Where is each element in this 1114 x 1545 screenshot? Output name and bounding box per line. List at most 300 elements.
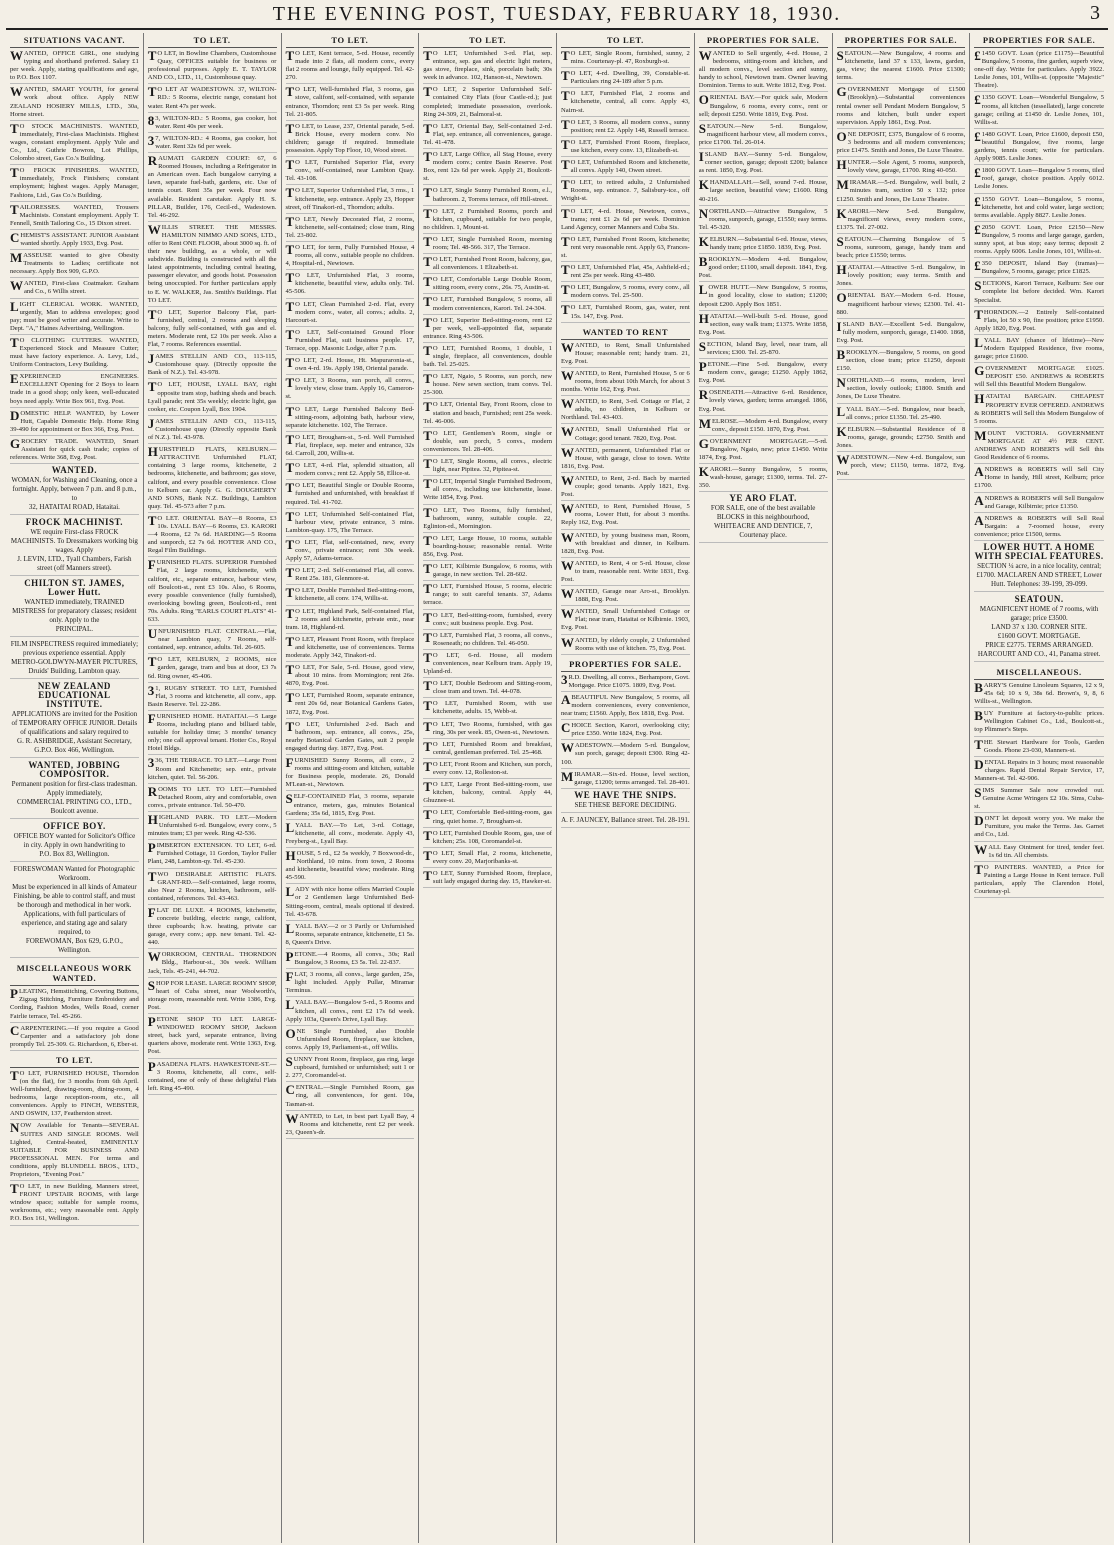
drop-initial: T: [423, 738, 432, 754]
drop-initial: T: [423, 205, 432, 221]
classified-ad: [561, 136, 690, 157]
drop-initial: T: [423, 718, 432, 734]
drop-initial: T: [147, 84, 157, 100]
ad-text: IRAMAR.—5-rd. Bungalow, well built, 2 minutes tram, section 50 x 132; price £1250. Smith and Jones, De Luxe Theatre.: [836, 179, 966, 203]
classified-ad: [10, 167, 139, 201]
display-ad: [10, 640, 139, 679]
drop-initial: T: [285, 48, 295, 63]
classified-ad: [286, 50, 415, 84]
ad-text: ETONE.—4 Rooms, all convs., 30s; Rail Bungalow, 3 Rooms, £3 5s. Tel. 22-837.: [294, 951, 415, 967]
classified-ad: [285, 120, 415, 157]
display-ad-line: Permanent position for first-class tradesman. Apply immediately,: [11, 780, 138, 798]
ad-text: URNISHED HOME. HATAITAI.—5 Large Rooms, including piano and billiard table, suitable for holiday time; 3 months' tenancy only; one call approval tenant. Hotter Co., Royal Hotel Bldgs.: [147, 712, 277, 753]
drop-initial: A: [974, 492, 984, 508]
ad-text: OUNT VICTORIA. GOVERNMENT MORTGAGE AT 4½ PER CENT. ANDREWS AND ROBERTS will Sell this Good Residence of 6 rooms.: [974, 429, 1104, 462]
ad-text: O LET, Furnished Room and breakfast, central, gentleman preferred. Tel. 25-468.: [432, 740, 552, 756]
classified-ad: [285, 920, 415, 949]
drop-initial: T: [423, 342, 432, 358]
classified-ad: [561, 722, 690, 740]
drop-initial: T: [147, 306, 157, 322]
drop-initial: T: [423, 120, 432, 136]
classified-ad: [286, 999, 415, 1025]
classified-ad: [285, 847, 415, 884]
drop-initial: A: [561, 691, 571, 707]
drop-initial: G: [698, 435, 709, 451]
display-ad-line: WE require First-class FROCK MACHINISTS. To Dressmakers working big wages. Apply: [10, 528, 138, 555]
display-ad: [10, 518, 139, 576]
display-ad-line: FOREWOMAN, Box 629, G.P.O., Wellington.: [25, 937, 123, 955]
drop-initial: W: [698, 48, 712, 63]
ad-text: ANTED, to Rent, 3-rd. Cottage or Flat, 2 adults, no children, in Kelburn or Northland. Tel. 43-403.: [561, 398, 690, 422]
ad-text: ELF-CONTAINED Flat, 3 rooms, separate entrance, meters, gas, minutes Botanical Gardens; 35s 6d, 1815, Evg. Post.: [285, 793, 415, 817]
classified-ad: [974, 679, 1104, 708]
ad-text: OVERNMENT Mortgage of £1500 (Brooklyn).—Substantial conveniences rental owner sell Pendant Modern Bungalow, 5 rooms and kitchen, built under expert supervision. Apply 1861, Evg. Post.: [836, 86, 966, 126]
drop-initial: P: [10, 986, 18, 1002]
display-ad-line: Applications, with full particulars of experience, and stating age and salary required, to: [21, 910, 128, 937]
ad-text: O LET, Comfortable Large Double Room, sitting room, every conv., 26s. 75, Austin-st.: [432, 276, 552, 292]
classified-ad: [423, 205, 552, 234]
drop-initial: J: [147, 351, 155, 367]
display-ad-title: OFFICE BOY.: [43, 821, 106, 832]
drop-initial: T: [423, 254, 432, 270]
classified-ad: [561, 472, 690, 501]
classified-ad: [837, 179, 966, 205]
ad-text: O LET, Superior Balcony Flat, part-furnished, central, 2 rooms and sleeping balcony, fully self-contained, with gas and el. meters. Moderate rent, £2 10s per week. Also a Flat, 7 rooms. References essential.: [147, 308, 277, 349]
drop-initial: K: [698, 464, 709, 480]
classified-ad: [561, 529, 690, 558]
drop-initial: H: [147, 811, 158, 827]
ad-text: YALL BAY (chance of lifetime)—New Modern Equipped Residence, five rooms, garage; price £1600.: [974, 336, 1104, 361]
drop-initial: T: [285, 690, 295, 706]
ad-text: ENTAL Repairs in 3 hours; most reasonable charges. Rapid Dental Repair Service, 17, Manners-st. Tel. 42-906.: [974, 758, 1104, 782]
ad-text: R.D. Dwelling, all convs., Berhampore, Govt. Mortgage. Price £1075. 1809, Evg. Post.: [568, 673, 690, 689]
drop-initial: T: [423, 867, 432, 883]
ad-text: O LET, 2 Furnished Rooms, porch and kitchen, cupboard, suitable for two people, no children. 1, Mount-st.: [423, 207, 552, 231]
classified-ad: [423, 809, 552, 827]
classified-ad: [699, 50, 828, 92]
classified-ad: [561, 742, 690, 768]
drop-initial: T: [561, 177, 570, 193]
drop-initial: S: [974, 278, 982, 294]
ad-text: URNISHED Sunny Rooms, all conv., 2 rooms and sitting-room and kitchen, suitable for Business people, moderate. 26, Donald M'Lean-st., Newtown.: [285, 757, 415, 789]
drop-initial: T: [423, 476, 432, 492]
classified-ad: [147, 221, 277, 307]
ad-text: O LET, Two Rooms, fully furnished, bathroom, sunny, suitable couple. 22, Eglinton-rd., Mornington.: [423, 506, 552, 530]
classified-ad: [561, 339, 690, 368]
ad-text: ALL Easy Ointment for tired, tender feet. 1s 6d tin. All chemists.: [988, 843, 1104, 859]
drop-initial: H: [974, 391, 985, 407]
drop-initial: T: [285, 633, 295, 649]
classified-ad: [974, 260, 1104, 278]
classified-ad: [837, 264, 966, 290]
classified-ad: [286, 86, 415, 120]
display-ad-line: FOR SALE, one of the best available BLOCKS in this neighbourhood,: [710, 504, 816, 522]
drop-initial: W: [147, 949, 161, 965]
ad-text: RIENTAL BAY.—Modern 6-rd. House, magnificent harbour views; £2300. Tel. 41-880.: [836, 292, 966, 316]
drop-initial: O: [836, 128, 847, 144]
classified-ad: [698, 435, 828, 464]
classified-ad: [698, 233, 828, 254]
display-ad-title: WANTED, JOBBING COMPOSITOR.: [28, 760, 121, 780]
classified-ad: [837, 349, 966, 375]
display-ad: [10, 579, 139, 637]
ad-text: O LET, Furnished Superior Flat, every conv., self-contained, near Lambton Quay. Tel. 43-108.: [285, 159, 415, 183]
ad-text: O LET, Furnished Front Room, balcony, gas, all conveniences. 1 Elizabeth-st.: [432, 256, 552, 272]
ad-text: ETONE SHOP TO LET. LARGE-WINDOWED ROOMY SHOP, Jackson street, back yard, separate entrance, living quarters above, moderate rent. Write 1363, Evg. Post.: [147, 1016, 277, 1056]
classified-ad: [285, 605, 415, 634]
classified-ad: [423, 151, 552, 185]
classified-ad: [837, 50, 966, 84]
classified-ad: [699, 284, 828, 310]
drop-initial: W: [561, 424, 574, 440]
drop-initial: T: [147, 868, 157, 884]
ad-text: O LET, Furnished Room, gas, water, rent 15s. 147, Evg. Post.: [570, 304, 690, 320]
ad-text: O LET, Double Bedroom and Sitting-room, close tram and town. Tel. 44-078.: [432, 680, 552, 696]
drop-initial: N: [698, 205, 709, 221]
drop-initial: T: [423, 678, 432, 694]
ad-text: HEMIST'S ASSISTANT. JUNIOR Assistant wanted shortly. Apply 1933, Evg. Post.: [20, 231, 139, 247]
classified-ad: [148, 559, 277, 626]
classified-ad: [10, 407, 139, 436]
ad-text: ANTED, to Rent, Furnished House, 5 or 6 rooms, from about 10th March, for about 3 months. Write 162, Evg. Post.: [561, 369, 690, 394]
classified-ad: [561, 90, 690, 116]
ad-text: ROOKLYN.—Modern 4-rd. Bungalow, good order; £1100, small deposit. 1841, Evg. Post.: [698, 256, 828, 280]
ad-text: 1480 GOVT. Loan, Price £1600, deposit £50, beautiful Bungalow, five rooms, large gardens, tennis court; write for particulars. Apply 9085. Leslie Jones.: [974, 130, 1104, 163]
classified-ad: [285, 536, 415, 565]
ad-text: O LET, Large House, 10 rooms, suitable boarding-house; reasonable rental. Write 856, Evg. Post.: [423, 534, 552, 558]
drop-initial: T: [423, 149, 432, 165]
classified-ad: [10, 1183, 139, 1225]
ad-text: UNNY Front Room, fireplace, gas ring, large cupboard, furnished or unfurnished; suit 1 or 2. 277, Coromandel-st.: [285, 1056, 415, 1080]
display-ad-title: CHILTON ST. JAMES, Lower Hutt.: [24, 578, 125, 598]
ad-text: ORTHLAND.—6 rooms, modern, level section, lovely outlook; £1800. Smith and Jones, De Luxe Theatre.: [836, 377, 966, 401]
ad-text: O LET, Kent terrace, 5-rd. House, recently made into 2 flats, all modern conv., every flat 2 rooms and lounge, fully equipped. Tel. 42-270.: [285, 50, 415, 82]
drop-initial: T: [561, 48, 570, 63]
ad-text: O LET, Furnished Rooms, 1 double, 1 single, fireplace, all conveniences, double bath. Tel. 25-025.: [423, 344, 552, 369]
classified-ad: [286, 587, 415, 605]
classified-ad: [286, 951, 415, 969]
ad-text: O LET, Single Sunny Furnished Room, e.l., bathroom. 2, Torrens terrace, off Hill-street.: [432, 187, 552, 203]
ad-text: LEATING, Hemstitching, Covering Buttons, Zigzag Stitching, Furniture Embroidery and Cording, Fashion Modes, Wells Road, corner Fairlie terrace, Tel. 45-266.: [10, 988, 139, 1020]
drop-initial: T: [285, 185, 295, 201]
drop-initial: T: [561, 68, 570, 84]
drop-initial: S: [147, 977, 155, 993]
classified-ad: [286, 187, 415, 213]
drop-initial: W: [561, 740, 574, 756]
drop-initial: T: [561, 88, 570, 104]
drop-initial: A: [974, 512, 984, 528]
ad-text: O LET, 2-rd. House, Ht. Mapuraronia-st., own 4-rd. 19s. Apply 198, Oriental parade.: [295, 357, 415, 373]
drop-initial: 8: [147, 112, 155, 128]
ad-text: O LET, 3 Rooms, sun porch, all convs., lovely view, close tram. Apply 16, Cameron-st.: [285, 377, 415, 401]
ad-text: O LET, Bungalow, 5 rooms, every conv., all modern convs. Tel. 25-500.: [570, 284, 690, 300]
ad-text: O LET, Unfurnished Flat, 45s, Ashfield-rd.; rent 25s per week. Ring 43-480.: [570, 264, 690, 280]
drop-initial: T: [974, 306, 983, 322]
drop-initial: F: [147, 557, 156, 573]
ad-text: OVERNMENT MORTGAGE.—5-rd. Bungalow, Ngaio, new; price £1450. Write 1874, Evg. Post.: [698, 437, 828, 462]
display-ad-line: METRO-GOLDWYN-MAYER PICTURES, Druids' Building, Lambton quay.: [11, 658, 138, 676]
drop-initial: T: [10, 201, 19, 217]
classified-ad: [837, 292, 966, 318]
ad-text: O LET, Furnished Front Room, kitchenette; rent very reasonable rent. Apply 63, Frances-st.: [561, 235, 690, 259]
section-heading: WANTED TO RENT: [561, 325, 690, 340]
classified-ad: [836, 128, 966, 157]
ad-text: AUMATI GARDEN COURT: 67, 6 Roomed Houses, including a Refrigerator in an American oven. Each bungalow carrying a lawn, separate fuel-bath, gardens, etc. Use of tennis court. Rent 35s per week. Four now available. Resident caretaker. Apply H. S. PILLAR, Builder, 176, Cecil-rd., Wadestown. Tel. 46-292.: [147, 155, 277, 219]
classified-ad: [699, 389, 828, 415]
classified-ad: [148, 446, 277, 513]
drop-initial: T: [285, 508, 295, 524]
classified-ad: [974, 427, 1104, 464]
display-ad-title: LOWER HUTT. A HOME WITH SPECIAL FEATURES.: [974, 541, 1104, 561]
ad-text: ADESTOWN.—Modern 5-rd. Bungalow, sun porch, garage; deposit £300. Ring 42-100.: [561, 742, 690, 766]
column: [833, 33, 971, 1543]
drop-initial: 3: [561, 671, 568, 687]
classified-ad: [10, 373, 139, 407]
drop-initial: W: [10, 278, 23, 294]
classified-ad: [285, 403, 415, 432]
ad-text: HOP FOR LEASE. LARGE ROOMY SHOP, heart of Cuba street, near Woolworth's, storage room, reasonable rent. Write 1386, Evg. Post.: [147, 979, 277, 1011]
drop-initial: W: [561, 339, 574, 355]
ad-text: O LET, Furnished Flat, 2 rooms and kitchenette, central, all conv. Apply 43, Nairn-st.: [561, 90, 690, 114]
drop-initial: T: [974, 736, 983, 752]
drop-initial: T: [285, 460, 295, 476]
classified-ad: [423, 233, 552, 254]
drop-initial: L: [836, 403, 846, 419]
classified-ad: [10, 988, 139, 1022]
drop-initial: T: [423, 698, 432, 714]
display-ad-title: FROCK MACHINIST.: [25, 517, 124, 528]
section-heading: PROPERTIES FOR SALE.: [561, 657, 690, 672]
display-ad-line: PRINCIPAL.: [55, 625, 94, 634]
classified-ad: [423, 532, 552, 561]
ad-text: ORKROOM, CENTRAL. THORNDON Bldg., Harbour-st., 30s week. William Jack, Tels. 45-241, 44-702.: [147, 951, 277, 975]
classified-ad: [974, 787, 1104, 813]
classified-ad: [974, 167, 1104, 193]
ad-text: ATAITAI.—Attractive 5-rd. Bungalow, in lovely position; easy terms. Smith and Jones.: [836, 264, 966, 288]
classified-ad: [286, 757, 415, 791]
classified-ad: [148, 628, 277, 654]
ad-text: EATOUN.—Charming Bungalow of 5 rooms, sunroom, garage, handy tram and beach; price £1550; terms.: [836, 235, 966, 260]
drop-initial: W: [561, 586, 574, 602]
classified-ad: [836, 233, 966, 262]
classified-ad: [285, 298, 415, 327]
section-heading: TO LET.: [148, 33, 277, 48]
display-ad-line: A. F. JAUNCEY, Ballance street. Tel. 28-191.: [561, 815, 690, 824]
display-ad-title: NEW ZEALAND EDUCATIONAL INSTITUTE.: [37, 681, 111, 710]
drop-initial: B: [836, 347, 846, 362]
classified-ad: [147, 112, 277, 133]
drop-initial: T: [423, 185, 432, 201]
ad-text: ELBURN.—Substantial 6-rd. House, views, handy tram; price £1850. 1839, Evg. Post.: [709, 235, 828, 251]
ad-text: O LET, HOUSE, LYALL BAY, right opposite tram stop, bathing sheds and beach. Lyall parade; rent 35s weekly; electric light, gas cooker, etc. Coupon Lyall, Box 1904.: [147, 381, 277, 413]
drop-initial: O: [836, 290, 847, 306]
drop-initial: T: [285, 298, 295, 314]
classified-ad: [286, 1084, 415, 1110]
ad-text: ATAITAI BARGAIN. CHEAPEST PROPERTY EVER OFFERED. ANDREWS & ROBERTS will Sell this Modern Bungalow of 5 rooms.: [974, 393, 1104, 425]
drop-initial: G: [10, 435, 21, 451]
classified-ad: [698, 338, 828, 359]
classified-ad: [10, 1067, 139, 1121]
classified-ad: [423, 296, 552, 314]
classified-ad: [974, 221, 1104, 258]
ad-text: ELROSE.—Modern 4-rd. Bungalow, every conv., deposit £150. 1870, Evg. Post.: [712, 417, 828, 433]
drop-initial: K: [698, 233, 709, 249]
display-ad-line: Must be experienced in all kinds of Amateur Finishing, be able to control staff, and must be thorough and methodical in her work.: [12, 883, 137, 910]
section-heading: SITUATIONS VACANT.: [10, 33, 139, 48]
classified-ad: [147, 132, 277, 153]
display-ad-line: P.O. Box 83, Wellington.: [39, 850, 110, 859]
classified-ad: [423, 649, 552, 678]
drop-initial: O: [285, 1025, 296, 1041]
classified-ad: [561, 768, 690, 789]
classified-ad: [286, 971, 415, 997]
drop-initial: T: [423, 827, 432, 843]
drop-initial: C: [10, 1022, 20, 1038]
ad-text: IRAMAR.—Six-rd. House, level section, garage, £1200; terms arranged. Tel. 28-401.: [574, 770, 690, 786]
drop-initial: T: [10, 165, 19, 181]
classified-ad: [286, 664, 415, 690]
classified-ad: [423, 680, 552, 698]
classified-ad: [148, 1016, 277, 1058]
ad-text: O LET, Highland Park, Self-contained Flat, 2 rooms and kitchenette, private entr., near tram. 18, Highland-rd.: [285, 607, 415, 631]
classified-ad: [561, 671, 690, 692]
ad-text: SLAND BAY.—Excellent 5-rd. Bungalow, fully modern, sunporch, garage, £1400. 1868, Evg. Post.: [836, 320, 966, 344]
classified-ad: [837, 454, 966, 480]
classified-ad: [147, 682, 277, 711]
drop-initial: W: [561, 396, 574, 412]
ad-text: ANTED, by elderly couple, 2 Unfurnished Rooms with use of kitchen. 75, Evg. Post.: [575, 636, 690, 652]
classified-ad: [423, 373, 552, 399]
ad-text: 2050 GOVT. Loan, Price £2150—New Bungalow, 5 rooms and large garage, garden, sunny spot, at bus stop; easy terms; deposit 2 rooms. Apply 6006. Leslie Jones, 101, Willis-st.: [974, 223, 1104, 256]
ad-text: AMES STELLIN AND CO., 113-115, Customhouse quay (Directly opposite Bank of N.Z.). Tel. 43-978.: [147, 417, 277, 442]
drop-initial: T: [561, 136, 570, 152]
display-ad: [10, 822, 139, 862]
ad-text: O LET, Large Front Bed-sitting-room, use kitchen, balcony, central. Apply 44, Ghuznee-st.: [423, 781, 552, 805]
drop-initial: W: [561, 501, 574, 517]
classified-ad: [423, 314, 552, 343]
drop-initial: T: [285, 326, 295, 342]
section-heading: PROPERTIES FOR SALE.: [837, 33, 966, 48]
ad-text: O LET, Ngaio, 5 Rooms, sun porch, new house. New sewn section, tram convs. Tel. 25-300.: [423, 373, 552, 397]
display-ad-line: OFFICE BOY wanted for Solicitor's Office in city. Apply in own handwriting to: [13, 832, 136, 850]
classified-ad: [974, 466, 1104, 492]
classified-ad: [423, 427, 552, 456]
ad-text: O LET, 4-rd. Dwelling, 39, Constable-st. Particulars ring 24-189 after 5 p.m.: [570, 70, 690, 86]
classified-ad: [561, 264, 690, 282]
classified-ad: [286, 1056, 415, 1082]
ad-text: O LET, KELBURN, 2 ROOMS, nice garden, garage, tram and bus at door, £3 7s 6d. Ring owner, 45-406.: [147, 656, 277, 680]
ad-text: O LET, to Lease, 237, Oriental parade, 5-rd. Brick House, every modern conv. No children; garage if required. Immediate possession. Apply Top Floor, 10, Wood street.: [285, 122, 415, 155]
classified-ad: [285, 213, 415, 242]
drop-initial: W: [974, 841, 988, 857]
drop-initial: T: [147, 654, 157, 670]
ad-text: SLAND BAY.—Sunny 5-rd. Bungalow, corner section, garage; deposit £200; balance as rent. 1850, Evg. Post.: [698, 151, 828, 175]
classified-ad: [286, 482, 415, 508]
drop-initial: T: [423, 758, 432, 774]
classified-ad: [423, 847, 552, 868]
drop-initial: M: [10, 250, 23, 266]
ad-text: URSTFIELD FLATS, KELBURN.—ATTRACTIVE Unfurnished FLAT, containing 3 large rooms, kitchenette, 2 bedrooms, kitchenette, and bathroom; gas stove, califont, and every possible convenience. Close to Kelburn car. Apply G. G. DOUGHERTY AND SONS, Bank N.Z. Buildings, Lambton quay. Tel. 45-573 after 7 p.m.: [147, 446, 277, 510]
classified-ad: [561, 304, 690, 322]
classified-ad: [10, 280, 139, 298]
drop-initial: T: [423, 779, 432, 795]
drop-initial: £: [974, 165, 981, 181]
drop-initial: T: [285, 241, 295, 257]
classified-ad: [836, 423, 966, 452]
ad-text: O LET, Two Rooms, furnished, with gas ring, 30s per week. 85, Owen-st., Newtown.: [432, 720, 552, 736]
classified-ad: [10, 229, 139, 250]
drop-initial: T: [285, 270, 295, 286]
ad-text: WO DESIRABLE ARTISTIC FLATS. GRANT-RD.—Self-contained, large rooms, also Near 2 Rooms, kitchen, bathroom, self-contained, references. Tel. 43-463.: [147, 870, 277, 902]
ad-text: ANTED, by young business man, Room, with breakfast and dinner, in Kelburn. 1828, Evg. Post.: [561, 531, 690, 555]
drop-initial: W: [561, 634, 574, 650]
ad-text: ANTED, to Rent, Small Unfurnished House; reasonable rent; handy tram. 21, Evg. Post.: [561, 341, 690, 365]
drop-initial: T: [285, 605, 295, 621]
classified-ad: [974, 492, 1104, 513]
classified-ad: [974, 393, 1104, 427]
ad-text: EATOUN.—New Bungalow, 4 rooms and kitchenette, land 37 x 133, lawns, garden, gas, view; the nearest £1600. Price £1300; terms.: [836, 50, 966, 82]
drop-initial: T: [285, 120, 295, 136]
classified-ad: [974, 756, 1104, 785]
ad-text: NDREWS & ROBERTS will Sell Real Bargain: a 7-roomed house, every convenience; price £1500, terms.: [974, 514, 1104, 538]
classified-ad: [561, 70, 690, 88]
classified-ad: [974, 193, 1104, 222]
classified-ad: [561, 179, 690, 205]
display-ad-line: LAND 37 x 130. CORNER SITE.: [991, 622, 1088, 631]
drop-initial: T: [423, 48, 432, 63]
classified-ad: [836, 403, 966, 424]
classified-ad: [561, 426, 690, 444]
drop-initial: T: [561, 262, 570, 278]
ad-text: O LET, Comfortable Bed-sitting-room, gas ring, quiet home. 7, Brougham-st.: [432, 809, 552, 825]
classified-ad: [974, 841, 1104, 862]
ad-text: O LET, Furnished Bungalow, 5 rooms, all modern conveniences, Karori. Tel. 24-304.: [432, 296, 552, 312]
drop-initial: T: [423, 399, 432, 415]
ad-text: NDREWS & ROBERTS will Sell Bungalow and Garage, Kilbirnie; price £1350.: [984, 494, 1104, 510]
ad-text: ECTIONS, Karori Terrace, Kelburn: See our complete list before decided. Wm. Karori Specialist.: [974, 280, 1104, 304]
ad-text: O LET, Unfurnished Flat, 3 rooms, kitchenette, beautiful view, adults only. Tel. 45-506.: [285, 272, 415, 296]
ad-text: ASSEUSE wanted to give Obesity Treatments to Ladies; certificate not necessary. Apply Box 909, G.P.O.: [10, 252, 139, 276]
classified-ad: [561, 159, 690, 177]
drop-initial: T: [561, 233, 570, 249]
columns-container: [6, 33, 1108, 1543]
classified-ad: [974, 365, 1104, 391]
drop-initial: 3: [147, 682, 155, 698]
display-ad-line: SEE THESE BEFORE DECIDING.: [574, 800, 677, 809]
section-heading: PROPERTIES FOR SALE.: [974, 33, 1104, 48]
ad-text: ANTED, Small Unfurnished Flat or Cottage; good tenant. 7820, Evg. Post.: [575, 426, 690, 442]
classified-ad: [974, 128, 1104, 165]
ad-text: ELBURN.—Substantial Residence of 8 rooms, garage, grounds; £2750. Smith and Jones.: [836, 425, 966, 449]
classified-ad: [423, 276, 552, 294]
drop-initial: T: [285, 213, 295, 229]
classified-ad: [10, 435, 139, 464]
drop-initial: T: [561, 157, 570, 173]
column: [144, 33, 282, 1543]
classified-ad: [10, 50, 139, 84]
classified-ad: [699, 256, 828, 282]
ad-text: O LET, Oriental Bay, Front Room, close to station and beach, Furnished; rent 25s week. Tel. 46-006.: [423, 401, 552, 425]
drop-initial: T: [10, 1067, 19, 1083]
classified-ad: [423, 478, 552, 504]
classified-ad: [147, 710, 277, 755]
ad-text: O LET, 3 Rooms, all modern convs., sunny position; rent £2. Apply 148, Russell terrace.: [570, 118, 690, 134]
classified-ad: [147, 783, 277, 812]
ad-text: O LET, Single Room, furnished, sunny, 2 mins. Courtenay-pl. 47, Roxburgh-st.: [570, 50, 690, 66]
ad-text: ANTED, to Let, in best part Lyall Bay, 4 Rooms and kitchenette, rent £2 per week. 23, Queen's-dr.: [285, 1112, 415, 1136]
drop-initial: M: [561, 768, 574, 784]
classified-ad: [423, 827, 552, 848]
